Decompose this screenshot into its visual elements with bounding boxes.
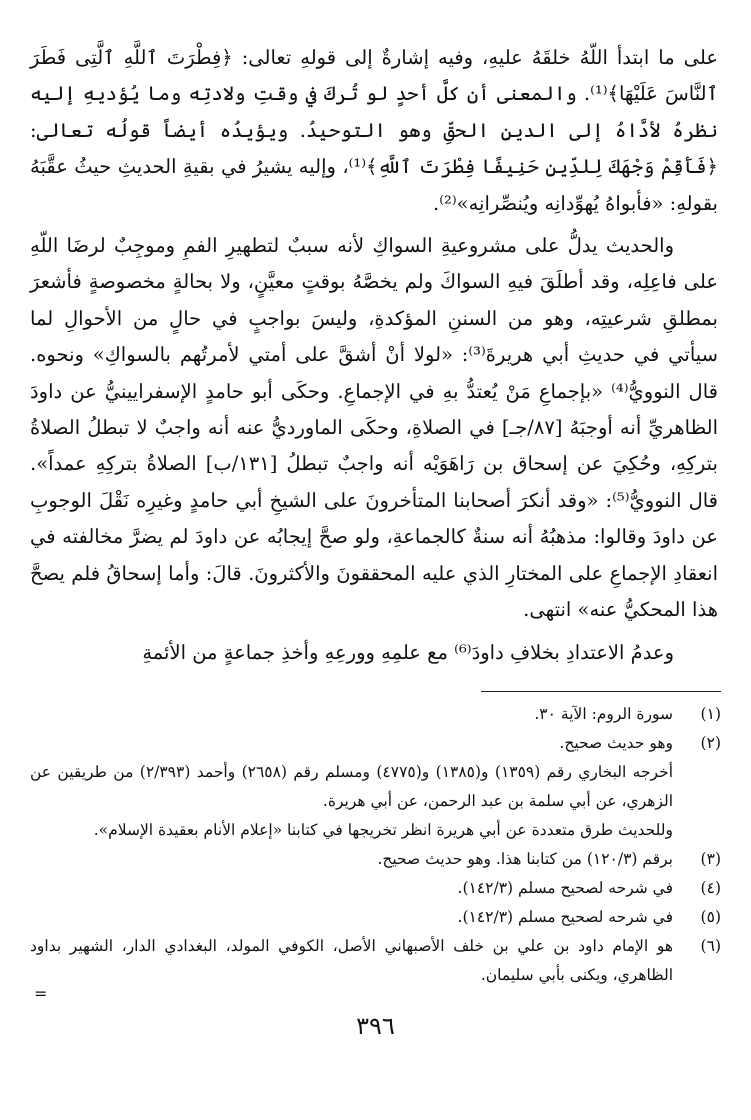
footnote-number: (٢) [700, 734, 721, 752]
footnote-4 [30, 874, 721, 903]
footnote-1 [30, 700, 721, 729]
footnote-3 [30, 845, 721, 874]
page-number: ٣٩٦ [356, 1012, 395, 1040]
continuation-mark: = [34, 984, 48, 1003]
footnote-text: وللحديث طرق متعددة عن أبي هريرة انظر تخريجها في كتابنا «إعلام الأنام بعقيدة الإسلام». [93, 821, 673, 839]
footnote-text: أخرجه البخاري رقم (١٣٥٩) و(١٣٨٥) و(٤٧٧٥) ومسلم رقم (٢٦٥٨) وأحمد (٢/٣٩٣) من طريقين عن الزهري، عن أبي سلمة بن عبد الرحمن، عن أبي هريرة. [30, 763, 673, 810]
footnote-divider [481, 691, 721, 693]
main-text [30, 40, 718, 671]
paragraph-2: والحديث يدلُّ على مشروعيةِ السواكِ لأنه سببٌ لتطهيرِ الفمِ وموجِبٌ لرضَا اللّهِ على فاعِلِه، وقد أطلَقَ فيهِ السواكَ ولم يخصَّهُ بوقتٍ معيَّنٍ، ولا بحالةٍ مخصوصةٍ فأشعرَ بمطلقِ شرعيتِه، وهو من السننِ المؤكدةِ، وليسَ بواجبٍ في حالٍ من الأحوالِ لما سيأتي في حديثِ أبي هريرةَ⁽³⁾: «لولا أنْ أشقَّ على أمتي لأمرتُهم بالسواكِ» ونحوه. قال النوويُّ⁽⁴⁾ «بإجماعِ مَنْ يُعتدُّ بهِ في الإجماعِ. وحكَى أبو حامدٍ الإسفرايينيُّ عن داودَ الظاهريِّ أنه أوجبَهُ [٨٧/جـ] في الصلاةِ، وحكَى الماورديُّ عنه أنه واجبٌ لا تبطلُ الصلاةُ بتركِهِ، وحُكِيَ عن إسحاق بن رَاهَوَيْه أنه واجبٌ تبطلُ [١٣١/ب] الصلاةُ بتركِهِ عمداً». قال النوويُّ⁽⁵⁾: «وقد أنكرَ أصحابنا المتأخرونَ على الشيخِ أبي حامدٍ وغيرِه نَقْلَ الوجوبِ عن داودَ وقالوا: مذهبُهُ أنه سنةٌ كالجماعةِ، ولو صحَّ إيجابُه عن داودَ لم يضرَّ مخالفته في انعقادِ الإجماعِ على المختارِ الذي عليه المحققونَ والأكثرونَ. قالَ: وأما إسحاقُ فلم يصحَّ هذا المحكيُّ عنه» انتهى. [30, 234, 718, 622]
footnote-text: هو الإمام داود بن علي بن خلف الأصبهاني الأصل، الكوفي المولد، البغدادي الدار، الشهير بداود الظاهري، ويكنى بأبي سليمان. [30, 937, 673, 984]
paragraph-3: وعدمُ الاعتدادِ بخلافِ داودَ⁽⁶⁾ مع علمِهِ وورعِهِ وأخذِ جماعةٍ من الأئمةِ [142, 640, 674, 664]
footnote-5 [30, 903, 721, 932]
footnote-number: (١) [700, 705, 721, 723]
footnote-text: برقم (١٢٠/٣) من كتابنا هذا. وهو حديث صحيح. [377, 850, 673, 868]
footnote-number: (٥) [700, 908, 721, 926]
footnote-text: في شرحه لصحيح مسلم (١٤٢/٣). [457, 879, 673, 897]
footnote-6 [30, 932, 721, 990]
footnote-number: (٦) [700, 937, 721, 955]
footnote-text: سورة الروم: الآية ٣٠. [534, 705, 673, 723]
paragraph-1: على ما ابتدأ اللّهُ خلقَهُ عليهِ، وفيه إشارةٌ إلى قولهِ تعالى: ﴿فِطْرَتَ ٱللَّهِ ٱلَّتِى فَطَرَ ٱلنَّاسَ عَلَيْهَا﴾⁽¹⁾. والمعنى أن كلَّ أحدٍ لو تُركَ في وقتِ ولادتِه وما يُؤديهِ إليه نظرهُ لأدَّاهُ إلى الدينِ الحقِّ وهو التوحيدُ. ويؤيدُه أيضاً قولُه تعالى: ﴿فَأَقِمْ وَجْهَكَ لِلدِّينِ حَنِيفًا فِطْرَتَ ٱللَّهِ﴾⁽¹⁾، وإليه يشيرُ في بقيةِ الحديثِ حيثُ عقَّبَهُ بقولهِ: «فأبواهُ يُهوِّدانِه ويُنصِّرانِه»⁽²⁾. [30, 46, 718, 215]
footnote-number: (٤) [700, 879, 721, 897]
footnote-text: في شرحه لصحيح مسلم (١٤٢/٣). [457, 908, 673, 926]
footnote-text: وهو حديث صحيح. [559, 734, 673, 752]
footnotes [30, 700, 721, 990]
footnote-2 [30, 729, 721, 845]
footnote-number: (٣) [700, 850, 721, 868]
